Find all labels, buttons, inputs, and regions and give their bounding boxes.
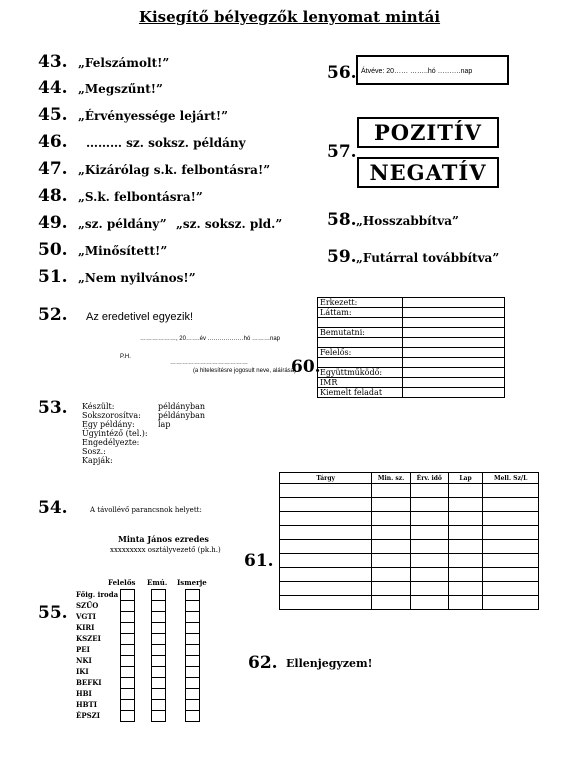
stamp-55-checkbox [120, 622, 135, 633]
stamp-55-checkbox [120, 633, 135, 644]
item-number-55: 55. [38, 603, 68, 623]
stamp-61-row [280, 484, 539, 498]
stamp-61-cell [280, 568, 372, 582]
stamp-61-cell [448, 484, 482, 498]
stamp-62-text: Ellenjegyzem! [286, 657, 373, 670]
stamp-60-label: Kiemelt feladat [318, 388, 403, 398]
stamp-55-header-ismerje: Ismerje [177, 578, 207, 587]
stamp-55-checkbox [185, 666, 200, 677]
stamp-53-unit: példányban [158, 411, 206, 420]
item-number-47: 47. [38, 159, 68, 179]
stamp-61-cell [372, 596, 410, 610]
stamp-53-unit [158, 456, 218, 465]
stamp-61-cell [448, 596, 482, 610]
stamp-60-value-cell [403, 298, 505, 308]
stamp-61-cell [372, 554, 410, 568]
stamp-53-row [82, 411, 218, 420]
stamp-55-checkbox [120, 710, 135, 722]
stamp-55-checkbox [151, 655, 166, 666]
stamp-55-checkbox [185, 688, 200, 699]
stamp-60-label: Láttam: [318, 308, 403, 318]
stamp-54-line1: A távollévő parancsnok helyett: [90, 506, 202, 514]
stamp-61-header: Mell. Sz/L [483, 473, 539, 484]
stamp-60-value-cell [403, 378, 505, 388]
stamp-60-value-cell [403, 388, 505, 398]
page-title: Kisegítő bélyegzők lenyomat mintái [138, 8, 441, 26]
stamp-61-cell [483, 526, 539, 540]
stamp-53-label: Kapják: [82, 456, 113, 465]
stamp-61-cell [280, 582, 372, 596]
stamp-61-cell [448, 554, 482, 568]
stamp-61-cell [448, 526, 482, 540]
stamp-58-text: „Hosszabbítva” [356, 214, 459, 228]
item-number-44: 44. [38, 78, 68, 98]
stamp-61-cell [483, 512, 539, 526]
stamp-60-row [318, 368, 505, 378]
item-number-53: 53. [38, 398, 68, 418]
stamp-55-row-label: HBTI [76, 700, 98, 709]
stamp-61-cell [280, 554, 372, 568]
stamp-61-cell [410, 554, 448, 568]
stamp-55-row-label: HBI [76, 689, 92, 698]
stamp-55-checkbox [120, 688, 135, 699]
item-number-54: 54. [38, 498, 68, 518]
stamp-52-sign-caption: (a hitelesítésre jogosult neve, aláírása) [192, 368, 296, 374]
item-number-49: 49. [38, 213, 68, 233]
stamp-55-checkbox [185, 677, 200, 688]
stamp-55-checkbox [151, 677, 166, 688]
stamp-55-checkbox [151, 699, 166, 710]
stamp-61-cell [280, 484, 372, 498]
stamp-61-cell [280, 540, 372, 554]
stamp-55-checkbox [185, 622, 200, 633]
stamp-60-row [318, 328, 505, 338]
stamp-61-cell [483, 498, 539, 512]
stamp-60-row [318, 358, 505, 368]
stamp-55-column-ismerje [185, 589, 200, 722]
stamp-55-row-label: IKI [76, 667, 89, 676]
item-number-60: 60. [291, 357, 321, 377]
stamp-61-row [280, 582, 539, 596]
stamp-60-row [318, 338, 505, 348]
stamp-60-value-cell [403, 338, 505, 348]
stamp-60-label: Bemutatni: [318, 328, 403, 338]
stamp-55-checkbox [185, 699, 200, 710]
stamp-61-cell [372, 484, 410, 498]
stamp-53-unit [158, 447, 218, 456]
stamp-57-positive: POZITÍV [357, 117, 499, 148]
item-number-48: 48. [38, 186, 68, 206]
stamp-53-row [82, 456, 218, 465]
stamp-61-row [280, 554, 539, 568]
stamp-60-value-cell [403, 318, 505, 328]
stamp-61-cell [410, 568, 448, 582]
stamp-55-checkbox [185, 600, 200, 611]
stamp-55-header-felelos: Felelős [108, 578, 136, 587]
stamp-60-row [318, 388, 505, 398]
stamp-55-checkbox [151, 622, 166, 633]
stamp-53-table [82, 402, 218, 465]
stamp-52-sign-line: ………………………………… [170, 360, 248, 366]
stamp-61-cell [483, 596, 539, 610]
stamp-55-checkbox [120, 611, 135, 622]
stamp-52-date-line: ………………, 20…….év ………………hó ………nap [139, 336, 280, 342]
stamp-61-cell [280, 596, 372, 610]
stamp-55-row-label: NKI [76, 656, 92, 665]
stamp-55-row-label: SZŰO [76, 601, 99, 610]
stamp-53-label: Sokszorosítva: [82, 411, 141, 420]
stamp-53-row [82, 447, 218, 456]
stamp-61-cell [448, 582, 482, 596]
stamp-55-checkbox [151, 633, 166, 644]
stamp-53-unit: lap [158, 420, 171, 429]
stamp-53-row [82, 429, 218, 438]
stamp-61-header: Min. sz. [372, 473, 410, 484]
stamp-55-checkbox [151, 710, 166, 722]
stamp-55-checkbox [120, 677, 135, 688]
stamp-55-row-label: Főig. iroda [76, 590, 119, 599]
item-number-59: 59. [327, 247, 357, 267]
stamp-53-unit: példányban [158, 402, 206, 411]
stamp-61-cell [483, 582, 539, 596]
stamp-61-cell [483, 540, 539, 554]
stamp-55-checkbox [120, 589, 135, 600]
stamp-55-labels [76, 589, 118, 721]
stamp-60-table [317, 297, 505, 398]
stamp-61-cell [410, 540, 448, 554]
stamp-53-label: Ügyintéző (tel.): [82, 429, 148, 438]
stamp-61-cell [483, 484, 539, 498]
item-number-51: 51. [38, 267, 68, 287]
stamp-61-cell [372, 568, 410, 582]
stamp-55-checkbox [185, 644, 200, 655]
stamp-61-cell [483, 554, 539, 568]
stamp-61-cell [410, 498, 448, 512]
stamp-53-unit [158, 429, 218, 438]
stamp-60-value-cell [403, 348, 505, 358]
stamp-46-text: ……… sz. soksz. példány [86, 136, 246, 150]
stamp-60-label [318, 358, 403, 368]
stamp-61-cell [280, 526, 372, 540]
stamp-61-cell [372, 512, 410, 526]
stamp-61-row [280, 568, 539, 582]
stamp-61-cell [483, 568, 539, 582]
stamp-61-cell [448, 498, 482, 512]
stamp-55-checkbox [185, 611, 200, 622]
stamp-53-label: Készült: [82, 402, 115, 411]
item-number-58: 58. [327, 210, 357, 230]
stamp-60-label [318, 338, 403, 348]
stamp-61-cell [372, 540, 410, 554]
stamp-60-label: Együttműködő: [318, 368, 403, 378]
stamp-60-row [318, 348, 505, 358]
stamp-60-row [318, 378, 505, 388]
stamp-52-ph: P.H. [120, 354, 131, 360]
stamp-55-checkbox [185, 710, 200, 722]
stamp-55-row-label: KSZEI [76, 634, 101, 643]
item-number-57: 57. [327, 142, 357, 162]
stamp-61-cell [448, 512, 482, 526]
stamp-55-checkbox [151, 644, 166, 655]
stamp-61-row [280, 540, 539, 554]
stamp-61-cell [410, 512, 448, 526]
stamp-55-checkbox [185, 633, 200, 644]
stamp-60-label [318, 318, 403, 328]
stamp-61-cell [410, 582, 448, 596]
stamp-61-row [280, 596, 539, 610]
stamp-60-label: Felelős: [318, 348, 403, 358]
stamp-61-cell [448, 568, 482, 582]
stamp-60-label: IMR [318, 378, 403, 388]
stamp-53-row [82, 420, 218, 429]
stamp-60-value-cell [403, 328, 505, 338]
stamp-55-checkbox [185, 589, 200, 600]
item-number-56: 56. [327, 63, 357, 83]
stamp-51-text: „Nem nyilvános!” [78, 271, 196, 285]
stamp-55-row-label: ÉPSZI [76, 711, 101, 720]
stamp-49-text-b: „sz. soksz. pld.” [176, 217, 283, 231]
stamp-61-cell [280, 512, 372, 526]
stamp-55-checkbox [151, 600, 166, 611]
item-number-61: 61. [244, 551, 274, 571]
stamp-55-column-felelos [120, 589, 135, 722]
stamp-57-negative: NEGATÍV [357, 157, 499, 188]
stamp-54-name: Minta János ezredes [118, 534, 209, 544]
item-number-50: 50. [38, 240, 68, 260]
stamp-55-row-label: PEI [76, 645, 90, 654]
stamp-55-checkbox [151, 666, 166, 677]
item-number-52: 52. [38, 305, 68, 325]
stamp-56-box: Átvéve: 20…… ……..hó ……….nap [356, 55, 509, 85]
stamp-53-label: Sosz.: [82, 447, 106, 456]
stamp-55-checkbox [120, 655, 135, 666]
stamp-61-cell [448, 540, 482, 554]
stamp-61-cell [372, 526, 410, 540]
stamp-44-text: „Megszűnt!” [78, 82, 163, 96]
stamp-54-role: xxxxxxxxx osztályvezető (pk.h.) [110, 546, 221, 554]
stamp-55-column-emu [151, 589, 166, 722]
stamp-53-row [82, 402, 218, 411]
stamp-61-row [280, 526, 539, 540]
stamp-48-text: „S.k. felbontásra!” [78, 190, 203, 204]
stamp-55-checkbox [120, 600, 135, 611]
stamp-55-checkbox [151, 589, 166, 600]
stamp-61-header: Lap [448, 473, 482, 484]
item-number-43: 43. [38, 52, 68, 72]
stamp-60-value-cell [403, 308, 505, 318]
stamp-61-header: Érv. idő [410, 473, 448, 484]
stamp-47-text: „Kizárólag s.k. felbontásra!” [78, 163, 271, 177]
stamp-60-value-cell [403, 358, 505, 368]
stamp-61-cell [280, 498, 372, 512]
stamp-60-row [318, 318, 505, 328]
stamp-60-label: Érkezett: [318, 298, 403, 308]
stamp-43-text: „Felszámolt!” [78, 56, 170, 70]
stamp-61-cell [372, 498, 410, 512]
stamp-61-row [280, 512, 539, 526]
stamp-53-label: Egy példány: [82, 420, 135, 429]
stamp-61-table [279, 472, 539, 610]
item-number-45: 45. [38, 105, 68, 125]
stamp-45-text: „Érvényessége lejárt!” [78, 109, 229, 123]
stamp-61-cell [410, 596, 448, 610]
stamp-55-row-label: BEFKI [76, 678, 102, 687]
stamp-55-header-emu: Emú. [147, 578, 168, 587]
stamp-61-row [280, 498, 539, 512]
stamp-55-checkbox [120, 666, 135, 677]
stamp-52-main: Az eredetivel egyezik! [86, 311, 193, 323]
stamp-53-label: Engedélyezte: [82, 438, 140, 447]
stamp-61-cell [410, 526, 448, 540]
stamp-55-checkbox [120, 699, 135, 710]
stamp-60-row [318, 308, 505, 318]
stamp-49-text-a: „sz. példány” [78, 217, 167, 231]
stamp-59-text: „Futárral továbbítva” [356, 251, 500, 265]
stamp-53-row [82, 438, 218, 447]
stamp-55-checkbox [151, 611, 166, 622]
stamp-53-unit [158, 438, 218, 447]
stamp-60-value-cell [403, 368, 505, 378]
stamp-55-row-label: KIRI [76, 623, 95, 632]
stamp-55-checkbox [185, 655, 200, 666]
stamp-61-header: Tárgy [280, 473, 372, 484]
stamp-60-row [318, 298, 505, 308]
stamp-50-text: „Minősített!” [78, 244, 168, 258]
item-number-46: 46. [38, 132, 68, 152]
stamp-55-checkbox [151, 688, 166, 699]
stamp-61-cell [372, 582, 410, 596]
stamp-55-row-label: VGTI [76, 612, 96, 621]
stamp-55-checkbox [120, 644, 135, 655]
item-number-62: 62. [248, 653, 278, 673]
stamp-61-cell [410, 484, 448, 498]
